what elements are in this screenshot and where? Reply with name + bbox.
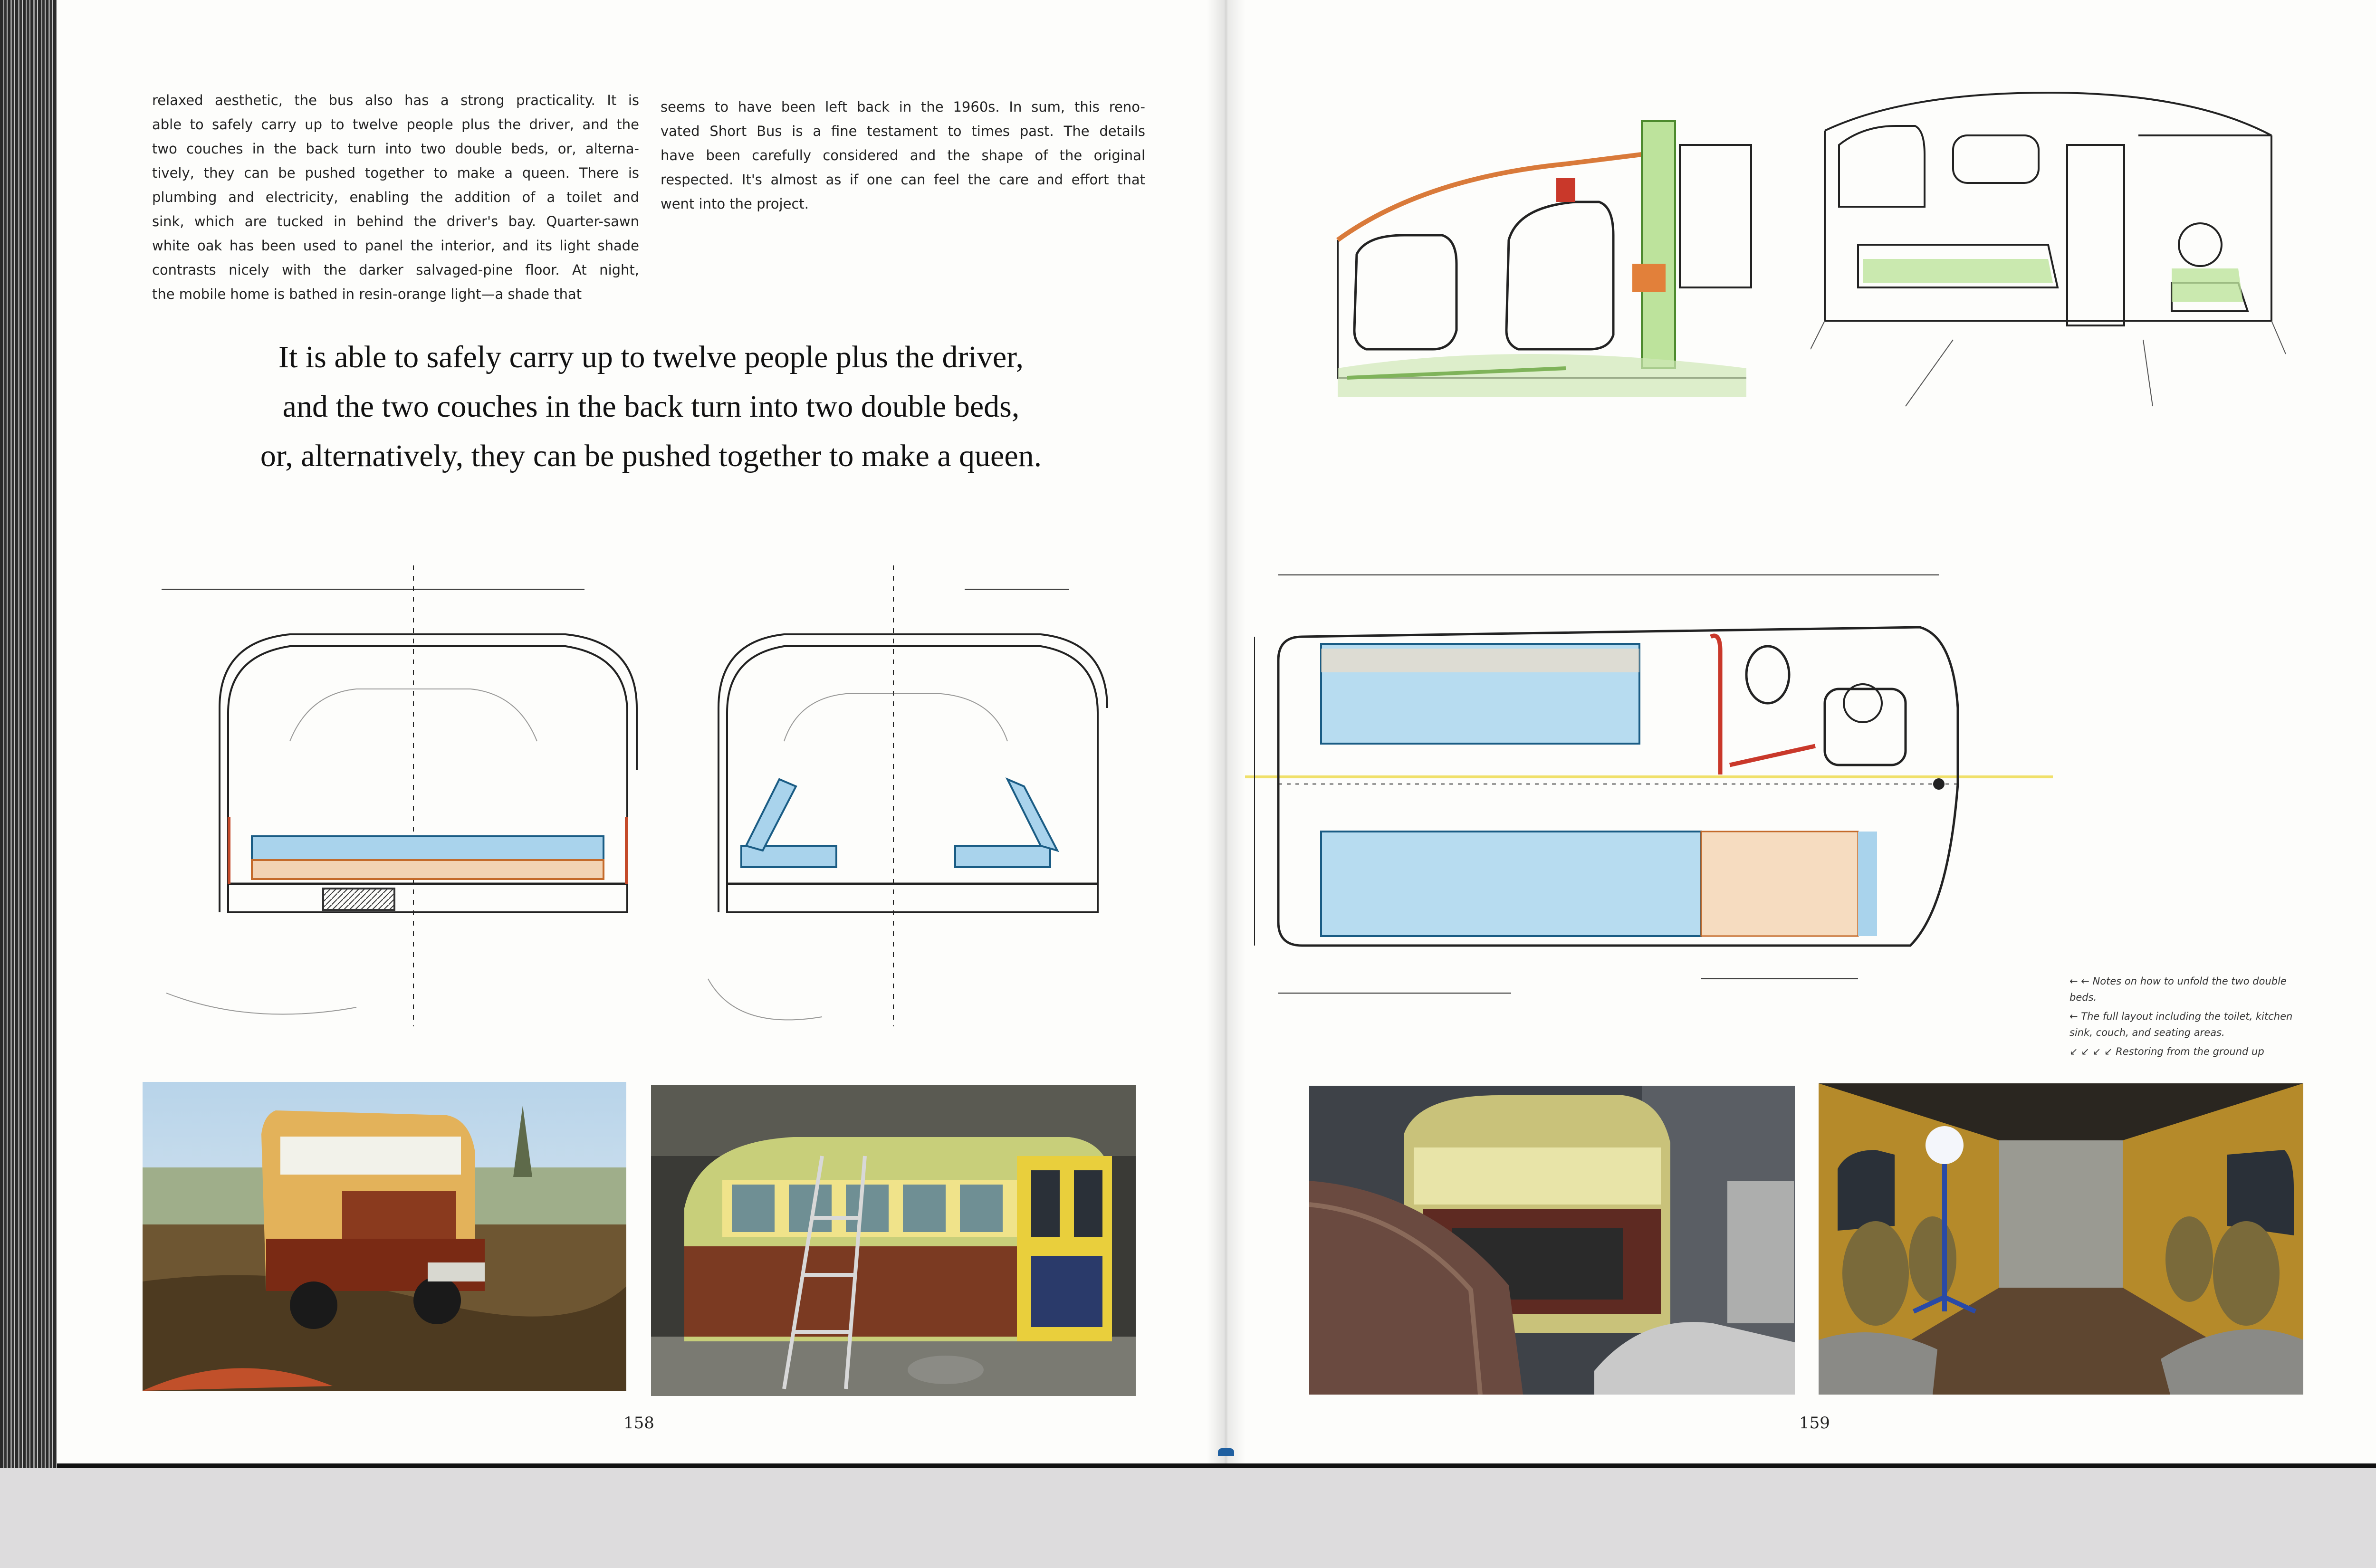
caption bbox=[2069, 1008, 2317, 1041]
book-gutter bbox=[1207, 0, 1245, 1463]
bus-in-workshop-photo bbox=[651, 1085, 1136, 1396]
caption-text: The full layout including the toilet, kitchen sink, couch, and seating areas. bbox=[2069, 1011, 2293, 1038]
page-number: 159 bbox=[1799, 1414, 1830, 1433]
body-line: relaxed aesthetic, the bus also has a strong practicality. It is bbox=[152, 92, 639, 108]
bus-floor-plan-sketch bbox=[1245, 480, 2062, 1031]
body-line: have been carefully considered and the shape of the original bbox=[661, 147, 1145, 163]
caption-arrows: ← bbox=[2069, 1011, 2078, 1022]
body-text-column-2 bbox=[661, 95, 1145, 216]
ribbon-bookmark bbox=[1218, 1448, 1234, 1456]
rusty-bus-in-field-photo bbox=[143, 1082, 626, 1391]
body-line: two couches in the back turn into two double beds, or, alterna- bbox=[152, 141, 639, 157]
body-text-column-1 bbox=[152, 88, 639, 306]
body-line: white oak has been used to panel the interior, and its light shade bbox=[152, 238, 639, 254]
pull-quote-line: It is able to safely carry up to twelve people plus the driver, bbox=[278, 340, 1024, 374]
page-number: 158 bbox=[623, 1414, 654, 1433]
caption-text: Restoring from the ground up bbox=[2116, 1046, 2264, 1057]
scanner-background bbox=[0, 1468, 2376, 1568]
book-page-edges-left bbox=[0, 0, 57, 1468]
body-line: the mobile home is bathed in resin-orange light—a shade that bbox=[152, 286, 582, 302]
pull-quote bbox=[181, 333, 1121, 481]
pull-quote-line: or, alternatively, they can be pushed together to make a queen. bbox=[260, 439, 1042, 473]
bus-front-in-garage-photo bbox=[1309, 1086, 1795, 1395]
bus-interior-perspective-sketch bbox=[1811, 83, 2286, 416]
bus-interior-restoration-photo bbox=[1819, 1083, 2303, 1395]
body-line: plumbing and electricity, enabling the addition of a toilet and bbox=[152, 189, 639, 205]
body-line: sink, which are tucked in behind the driver's bay. Quarter-sawn bbox=[152, 213, 639, 229]
pull-quote-line: and the two couches in the back turn into two double beds, bbox=[282, 389, 1020, 424]
body-line: respected. It's almost as if one can feel the care and effort that bbox=[661, 172, 1145, 188]
caption-arrows: ← ← bbox=[2069, 975, 2089, 987]
caption bbox=[2069, 1043, 2317, 1060]
body-line: tively, they can be pushed together to make a queen. There is bbox=[152, 165, 639, 181]
body-line: seems to have been left back in the 1960s. In sum, this reno- bbox=[661, 99, 1145, 115]
body-line: able to safely carry up to twelve people plus the driver, and the bbox=[152, 116, 639, 133]
body-line: contrasts nicely with the darker salvaged-pine floor. At night, bbox=[152, 262, 639, 278]
bus-cross-section-sketch bbox=[109, 551, 1155, 1050]
caption-arrows: ↙ ↙ ↙ ↙ bbox=[2069, 1046, 2113, 1057]
caption-text: Notes on how to unfold the two double beds. bbox=[2069, 975, 2287, 1003]
bus-interior-color-sketch bbox=[1328, 83, 1756, 416]
figure-captions bbox=[2069, 973, 2317, 1062]
body-line: vated Short Bus is a fine testament to times past. The details bbox=[661, 123, 1145, 139]
caption bbox=[2069, 973, 2317, 1005]
body-line: went into the project. bbox=[661, 196, 809, 212]
